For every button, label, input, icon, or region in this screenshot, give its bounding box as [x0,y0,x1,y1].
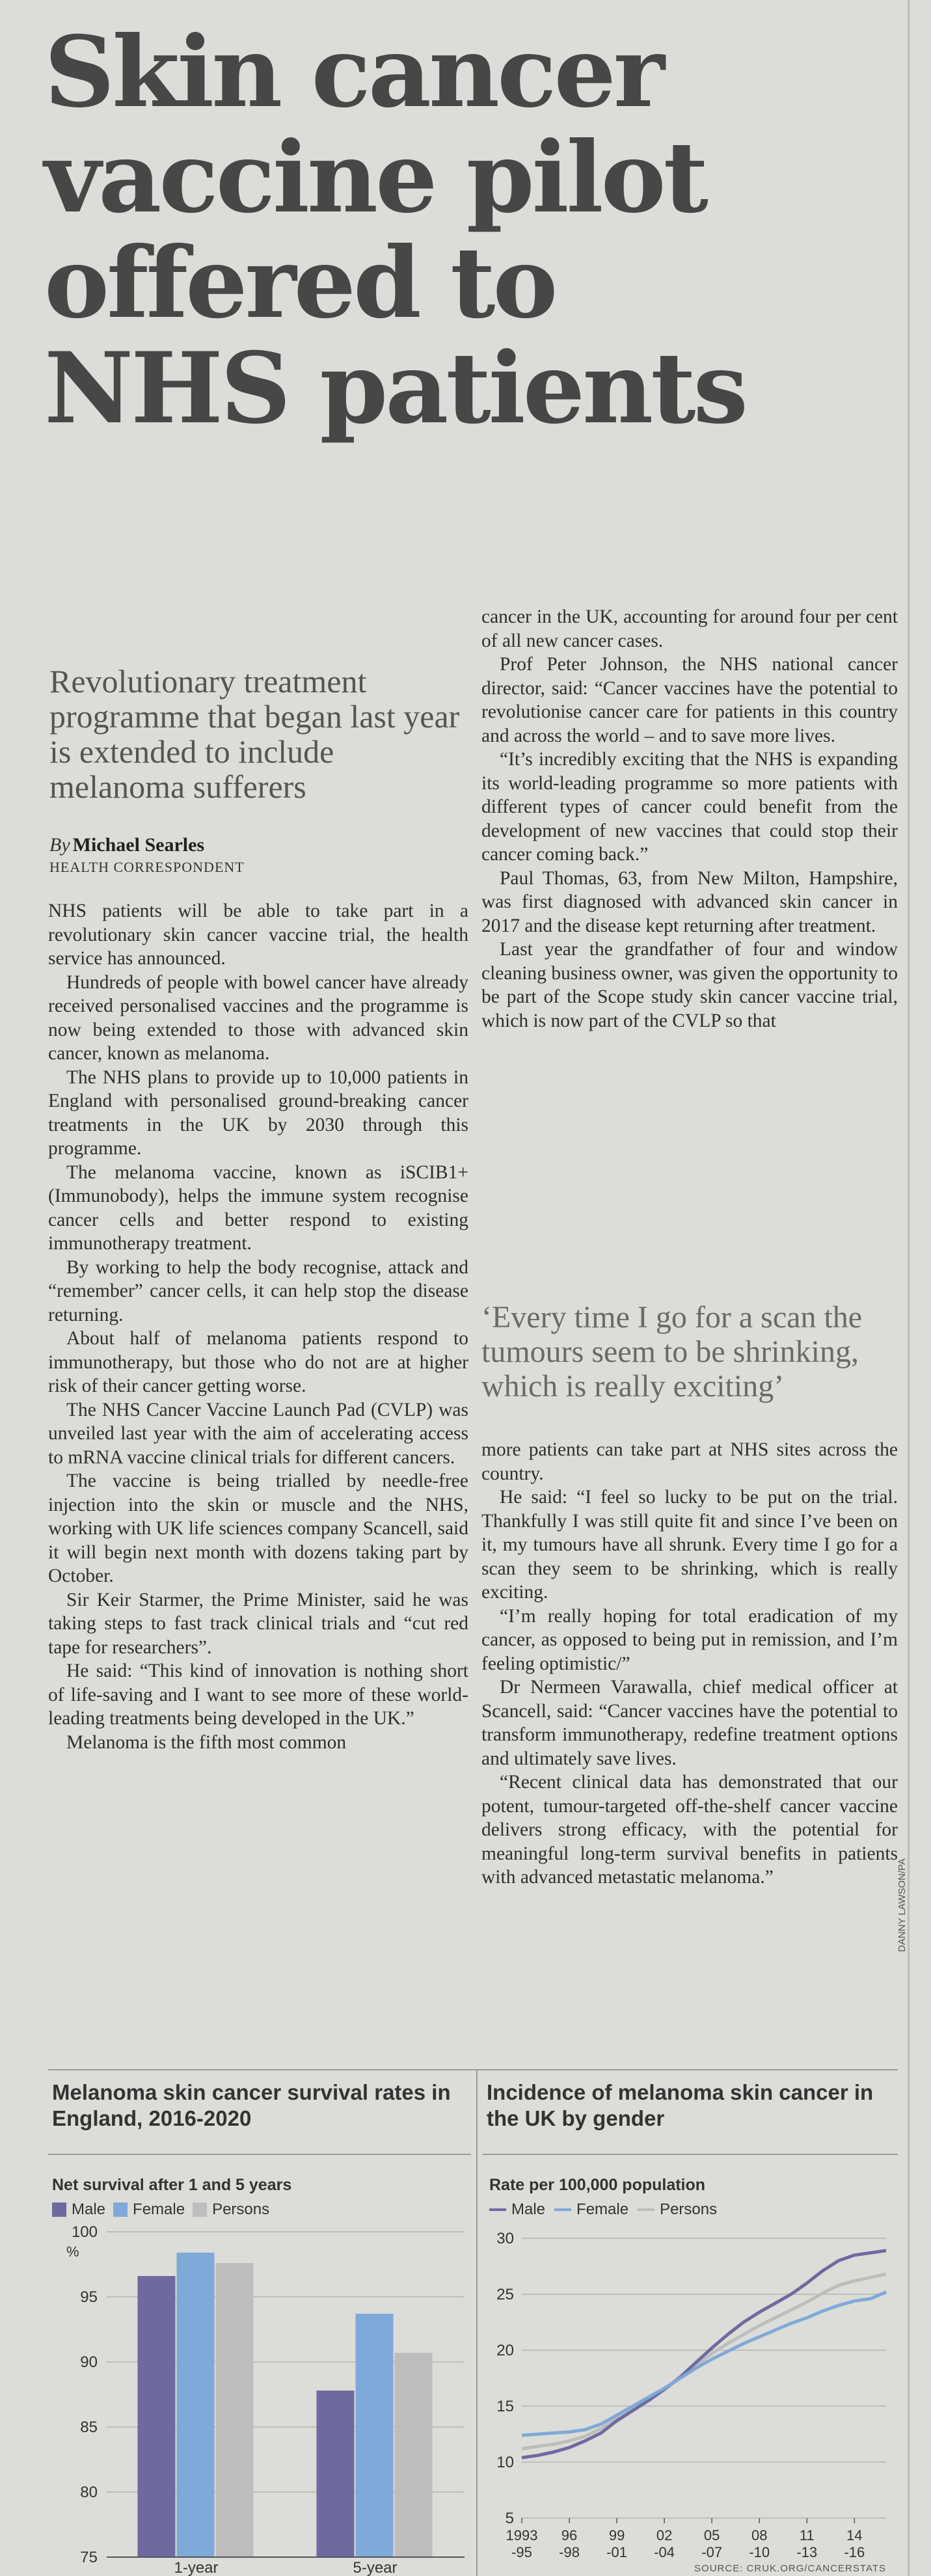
legend-label-male: Male [72,2201,106,2218]
x-tick-label-sub: -10 [749,2544,770,2560]
paragraph: By working to help the body recognise, attack and “remember” cancer cells, it can help stop the disease returning. [48,1256,468,1325]
x-tick-label: 96 [561,2527,578,2543]
paragraph: Prof Peter Johnson, the NHS national cancer director, said: “Cancer vaccines have the potential to revolutionise cancer care for patients in this country and across the world – and to save more lives. [481,654,898,746]
standfirst: Revolutionary treatment programme that began last year is extended to include melanoma sufferers [49,663,460,805]
series-line-female [522,2292,886,2435]
article-column-2-top [481,605,898,1033]
x-tick-label: 08 [751,2527,768,2543]
bar-persons [395,2353,433,2557]
y-tick-label: 90 [80,2353,98,2371]
chart2-title-rule [483,2154,898,2155]
paragraph: Sir Keir Starmer, the Prime Minister, said he was taking steps to fast track clinical trials and “cut red tape for researchers”. [48,1589,468,1658]
page-edge-line [908,0,910,2576]
headline-line-2: vaccine pilot [44,120,706,235]
chart-top-rule [48,2069,898,2070]
paragraph: Dr Nermeen Varawalla, chief medical officer at Scancell, said: “Cancer vaccines have the potential to transform immunotherapy, redefine treatment options and ultimately save lives. [481,1677,898,1769]
x-tick-label: 1993 [506,2527,538,2543]
legend-label-persons: Persons [660,2201,718,2218]
y-tick-label: 25 [496,2286,514,2303]
legend-swatch-persons [193,2203,207,2217]
chart1-title: Melanoma skin cancer survival rates in England, 2016-2020 [52,2080,451,2130]
y-tick-label: 10 [496,2454,514,2471]
paragraph: Paul Thomas, 63, from New Milton, Hampshire, was first diagnosed with advanced skin cancer in 2017 and the disease kept returning after treatment. [481,867,898,936]
chart-divider [476,2069,478,2576]
chart1-ylabel: Net survival after 1 and 5 years [52,2176,292,2194]
paragraph: Melanoma is the fifth most common [66,1731,347,1753]
y-tick-label: 100 [71,2223,98,2241]
x-tick-label-sub: -04 [654,2544,675,2560]
paragraph: Hundreds of people with bowel cancer have already received personalised vaccines and the programme is now being extended to those with advanced skin cancer, known as melanoma. [48,971,468,1064]
chart2-legend [489,2201,717,2219]
pull-quote: ‘Every time I go for a scan the tumours seem to be shrinking, which is really exciting’ [481,1300,863,1403]
x-tick-label-sub: -13 [796,2544,818,2560]
paragraph: The NHS Cancer Vaccine Launch Pad (CVLP) was unveiled last year with the aim of accelerating access to mRNA vaccine clinical trials for different cancers. [48,1399,468,1468]
legend-label-female: Female [133,2201,185,2218]
x-tick-label: 14 [846,2527,863,2543]
bar-male [317,2391,355,2557]
y-tick-label: 5 [505,2510,514,2527]
paragraph: About half of melanoma patients respond to immunotherapy, but those who do not are at higher risk of their cancer getting worse. [48,1328,468,1396]
y-tick-label: 95 [80,2288,98,2306]
bar-persons [216,2263,254,2557]
byline-by: By [49,834,70,856]
paragraph: Last year the grandfather of four and window cleaning business owner, was given the opportunity to be part of the Scope study skin cancer vaccine trial, which is now part of the CVLP so that [481,939,898,1031]
incidence-line-chart [483,2219,899,2576]
paragraph: “Recent clinical data has demonstrated that our potent, tumour-targeted off-the-shelf cancer vaccine delivers strong efficacy, with the potential for meaningful long-term survival benefits in patients with advanced metastatic melanoma.” [481,1772,898,1888]
paragraph: NHS patients will be able to take part in a revolutionary skin cancer vaccine trial, the health service has announced. [48,901,468,969]
paragraph: cancer in the UK, accounting for around four per cent of all new cancer cases. [481,606,898,651]
headline [44,15,877,446]
article-column-2-bottom [481,1438,898,1890]
x-tick-label-sub: -07 [701,2544,723,2560]
legend-swatch-male [52,2203,66,2217]
y-tick-label: 85 [80,2419,98,2436]
legend-label-persons: Persons [212,2201,270,2218]
legend-line-male [489,2208,506,2211]
x-tick-label: 02 [656,2527,673,2543]
x-tick-label: 11 [799,2527,815,2543]
y-tick-label: 75 [80,2549,98,2566]
bar-female [177,2253,215,2557]
y-tick-label: 80 [80,2484,98,2501]
unit-label: % [66,2244,79,2260]
paragraph: “It’s incredibly exciting that the NHS is expanding its world-leading programme so more patients with different types of cancer could benefit from the development of new vaccines that could stop their cancer coming back.” [481,749,898,865]
photo-credit: DANNY LAWSON/PA [897,1858,908,1952]
x-tick-label: 99 [608,2527,625,2543]
chart2-title: Incidence of melanoma skin cancer in the UK by gender [487,2080,874,2130]
x-tick-label: 05 [703,2527,720,2543]
headline-line-4: NHS patients [44,331,746,446]
paragraph: “I’m really hoping for total eradication of my cancer, as opposed to being put in remission, and I’m feeling optimistic/” [481,1605,898,1674]
paragraph: The melanoma vaccine, known as iSCIB1+ (Immunobody), helps the immune system recognise cancer cells and better respond to existing immunotherapy treatment. [48,1161,468,1254]
legend-line-persons [638,2208,654,2211]
x-tick-label: 1-year [174,2559,219,2576]
legend-line-female [554,2208,571,2211]
bar-female [356,2314,394,2557]
y-tick-label: 20 [496,2342,514,2359]
bar-male [138,2276,176,2557]
chart1-title-rule [48,2154,471,2155]
chart1-legend [52,2201,269,2219]
x-tick-label-sub: -98 [559,2544,580,2560]
x-tick-label-sub: -95 [511,2544,532,2560]
byline [49,834,466,876]
paragraph: The vaccine is being trialled by needle-free injection into the skin or muscle and the NHS, working with UK life sciences company Scancell, said it will begin next month with dozens taking part by October. [48,1471,468,1586]
byline-role: HEALTH CORRESPONDENT [49,859,245,875]
paragraph: He said: “This kind of innovation is nothing short of life-saving and I want to see more of these world-leading treatments being developed in the UK.” [48,1661,468,1729]
legend-label-male: Male [511,2201,546,2218]
y-tick-label: 30 [496,2230,514,2247]
series-line-male [522,2251,886,2458]
paragraph: He said: “I feel so lucky to be put on the trial. Thankfully I was still quite fit and since I’ve been on it, my tumours have all shrunk. Every time I go for a scan they seem to be shrinking, which is really exciting. [481,1487,898,1603]
x-tick-label-sub: -01 [606,2544,627,2560]
article-column-1 [48,899,468,1754]
chart-source: SOURCE: CRUK.ORG/CANCERSTATS [694,2563,886,2574]
byline-author: Michael Searles [72,834,205,856]
survival-bar-chart [48,2219,471,2576]
x-tick-label: 5-year [353,2559,398,2576]
series-line-persons [522,2274,886,2448]
legend-swatch-female [113,2203,128,2217]
chart2-ylabel: Rate per 100,000 population [489,2176,706,2194]
x-tick-label-sub: -16 [844,2544,865,2560]
y-tick-label: 15 [496,2398,514,2415]
headline-line-1: Skin cancer [44,15,662,129]
headline-line-3: offered to [44,226,556,340]
legend-label-female: Female [576,2201,629,2218]
paragraph: more patients can take part at NHS sites across the country. [481,1439,898,1484]
paragraph: The NHS plans to provide up to 10,000 patients in England with personalised ground-breaking cancer treatments in the UK by 2030 through this programme. [48,1066,468,1159]
